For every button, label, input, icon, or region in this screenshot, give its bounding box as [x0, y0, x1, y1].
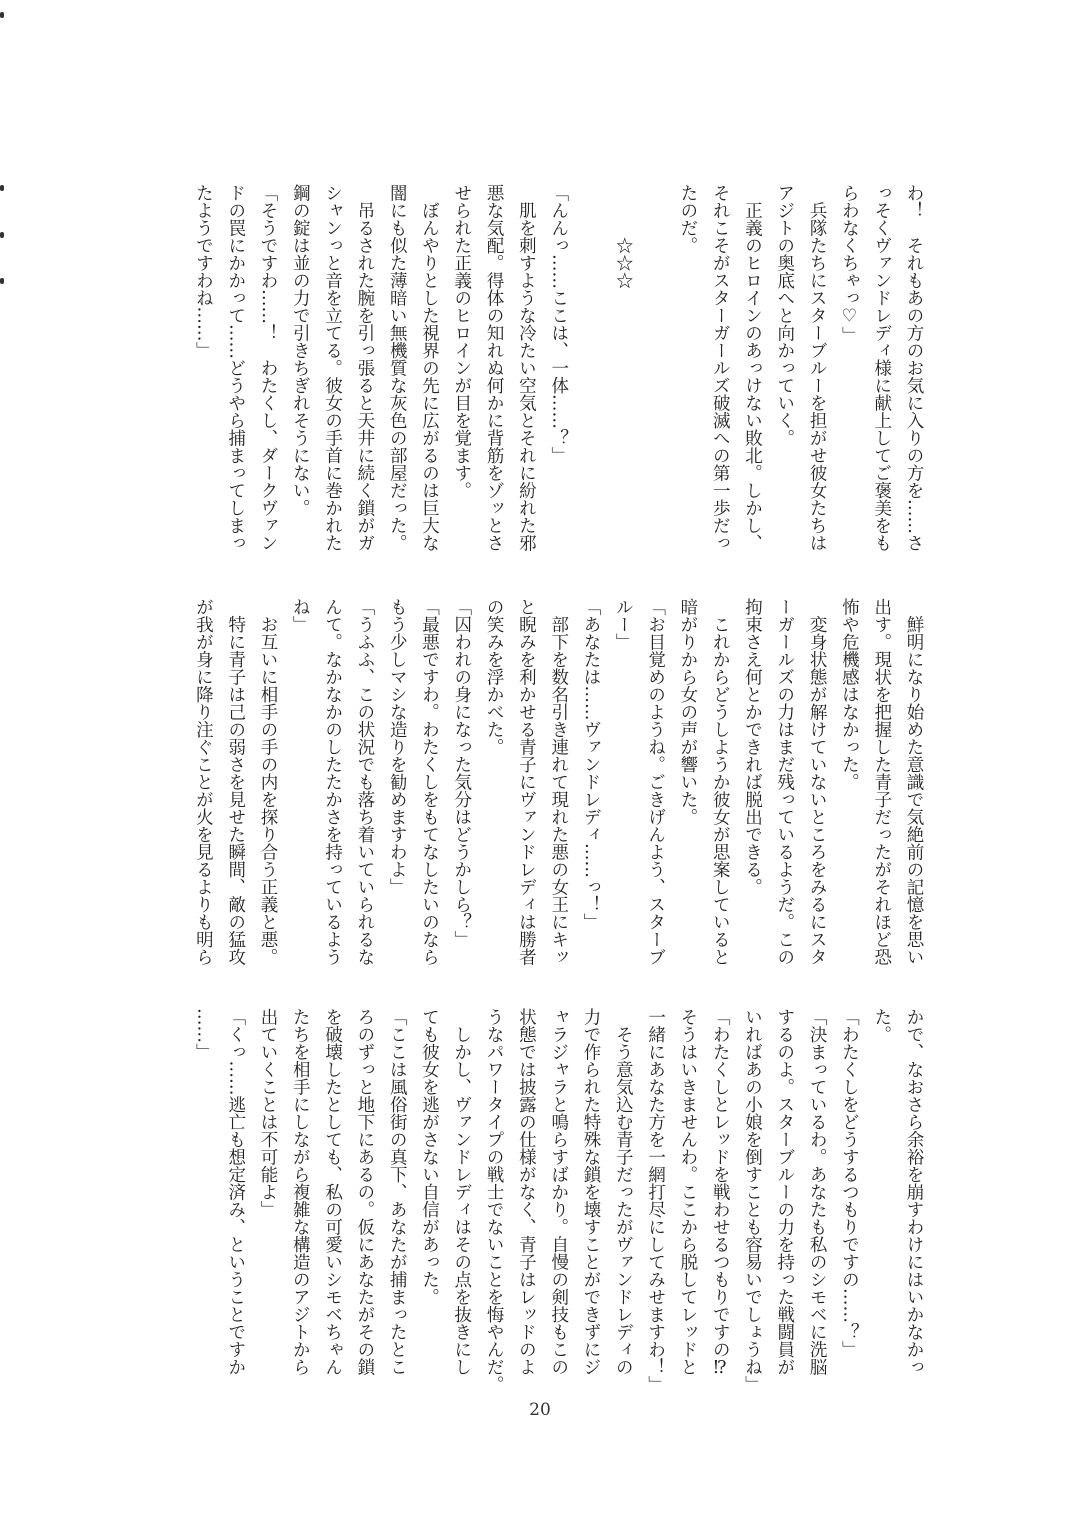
binding-mark	[0, 185, 4, 191]
text-column: 「わたくしとレッドを戦わせるつもりですの⁉	[710, 1008, 731, 1378]
text-column: 「くっ……逃亡も想定済み、ということですか	[225, 1008, 246, 1376]
text-column: た。	[871, 1008, 892, 1043]
text-column: 出ていくことは不可能よ」	[258, 1008, 278, 1218]
text-column: 特に青子は己の弱さを見せた瞬間、敵の猛攻	[225, 598, 246, 966]
binding-mark	[0, 232, 4, 238]
text-column: 「うふふ、この状況でも落ち着いていられるな	[354, 598, 375, 966]
binding-mark	[0, 12, 4, 18]
text-column: たようですわね……」	[193, 184, 214, 359]
text-column: 「ここは風俗街の真下、あなたが捕まったとこ	[387, 1008, 408, 1376]
text-column: これからどうしようか彼女が思案していると	[710, 598, 731, 966]
text-column	[579, 184, 599, 554]
text-column: そう意気込む青子だったがヴァンドレディの	[613, 1008, 634, 1376]
text-column: を破壊したとしても、私の可愛いシモベちゃん	[322, 1008, 343, 1376]
text-column: らわなくちゃっ♡」	[839, 184, 860, 344]
text-column: 「そうですわ……！ わたくし、ダークヴァン	[258, 184, 278, 552]
text-column: 吊るされた腕を引っ張ると天井に続く鎖がガ	[354, 184, 375, 552]
text-column: いればあの小娘を倒すことも容易いでしょうね」	[742, 1008, 763, 1393]
text-column: お互いに相手の手の内を探り合う正義と悪。	[258, 598, 278, 966]
text-column: ルー」	[613, 598, 634, 651]
text-column: んて。なかなかのしたたかさを持っているよう	[322, 598, 343, 966]
text-column: 鮮明になり始めた意識で気絶前の記憶を思い	[904, 598, 924, 966]
text-column: 「お目覚めのようね。ごきげんよう、スターブ	[645, 598, 666, 966]
text-column: かで、なおさら余裕を崩すわけにはいかなかっ	[904, 1008, 924, 1376]
text-column: 出す。現状を把握した青子だったがそれほど恐	[871, 598, 892, 966]
text-column: ☆☆☆	[613, 184, 634, 289]
text-column: たのだ。	[677, 184, 698, 254]
text-column: と睨みを利かせる青子にヴァンドレディは勝者	[516, 598, 537, 966]
text-column: もう少しマシな造りを勧めますわよ」	[387, 598, 408, 896]
text-column	[644, 184, 664, 554]
text-column: 兵隊たちにスターブルーを担がせ彼女たちは	[807, 184, 828, 552]
text-column: アジトの奥底へと向かっていく。	[774, 184, 795, 447]
text-column: の笑みを浮かべた。	[484, 598, 505, 756]
text-column: 怖や危機感はなかった。	[839, 598, 860, 791]
text-column: っそくヴァンドレディ様に献上してご褒美をも	[871, 184, 892, 552]
text-column: ーガールズの力はまだ残っているようだ。この	[774, 598, 795, 966]
text-column: 「わたくしをどうするつもりですの……？」	[839, 1008, 860, 1358]
text-column: 闇にも似た薄暗い無機質な灰色の部屋だった。	[387, 184, 408, 552]
page-number: 20	[529, 1400, 551, 1420]
text-column: が我が身に降り注ぐことが火を見るよりも明ら	[193, 598, 214, 966]
text-column: せられた正義のヒロインが目を覚ます。	[451, 184, 472, 499]
text-column: 「囚われの身になった気分はどうかしら？」	[451, 598, 472, 948]
text-column: ぼんやりとした視界の先に広がるのは巨大な	[419, 184, 440, 552]
text-column: たちを相手にしながら複雑な構造のアジトから	[290, 1008, 311, 1376]
text-column: 変身状態が解けていないところをみるにスタ	[807, 598, 828, 966]
text-column: そうはいきませんわ。ここから脱してレッドと	[677, 1008, 698, 1376]
text-column: わ！ それもあの方のお気に入りの方を……さ	[904, 184, 924, 552]
text-column: ね」	[290, 598, 311, 633]
text-column: 一緒にあなた方を一網打尽にしてみせますわ！」	[645, 1008, 666, 1393]
text-column: ても彼女を逃がさない自信があった。	[419, 1008, 440, 1306]
text-column: 部下を数名引き連れて現れた悪の女王にキッ	[548, 598, 569, 966]
text-column: 拘束さえ何とかできれば脱出できる。	[742, 598, 763, 896]
text-column: 「あなたは……ヴァンドレディ……っ！」	[581, 598, 601, 931]
text-column: ろのずっと地下にあるの。仮にあなたがその鎖	[354, 1008, 375, 1376]
text-column: するのよ。スターブルーの力を持った戦闘員が	[774, 1008, 795, 1376]
text-column: 「決まっているわ。あなたも私のシモベに洗脳	[807, 1008, 828, 1376]
text-column: それこそがスターガールズ破滅への第一歩だっ	[710, 184, 731, 552]
text-column: 鋼の錠は並の力で引きちぎれそうにない。	[290, 184, 311, 517]
text-column: しかし、ヴァンドレディはその点を抜きにし	[451, 1008, 472, 1376]
text-column: 肌を刺すような冷たい空気とそれに紛れた邪	[516, 184, 537, 552]
text-column: ドの罠にかかって……どうやら捕まってしまっ	[225, 184, 246, 552]
text-column: 「んんっ……ここは、一体……？」	[548, 184, 569, 464]
text-column: うなパワータイプの戦士でないことを悔やんだ。	[484, 1008, 505, 1393]
text-column: 力で作られた特殊な鎖を壊すことができずにジ	[581, 1008, 601, 1376]
text-column: 状態では披露の仕様がなく、青子はレッドのよ	[516, 1008, 537, 1376]
text-column: 暗がりから女の声が響いた。	[677, 598, 698, 826]
text-column: ……」	[193, 1008, 214, 1061]
text-column: 「最悪ですわ。わたくしをもてなしたいのなら	[419, 598, 440, 966]
text-column: シャンっと音を立てる。彼女の手首に巻かれた	[322, 184, 343, 552]
text-column: 正義のヒロインのあっけない敗北。しかし、	[742, 184, 763, 552]
text-column: ャラジャラと鳴らすばかり。自慢の剣技もこの	[548, 1008, 569, 1376]
text-column: 悪な気配。得体の知れぬ何かに背筋をゾッとさ	[484, 184, 505, 552]
binding-mark	[0, 278, 4, 284]
